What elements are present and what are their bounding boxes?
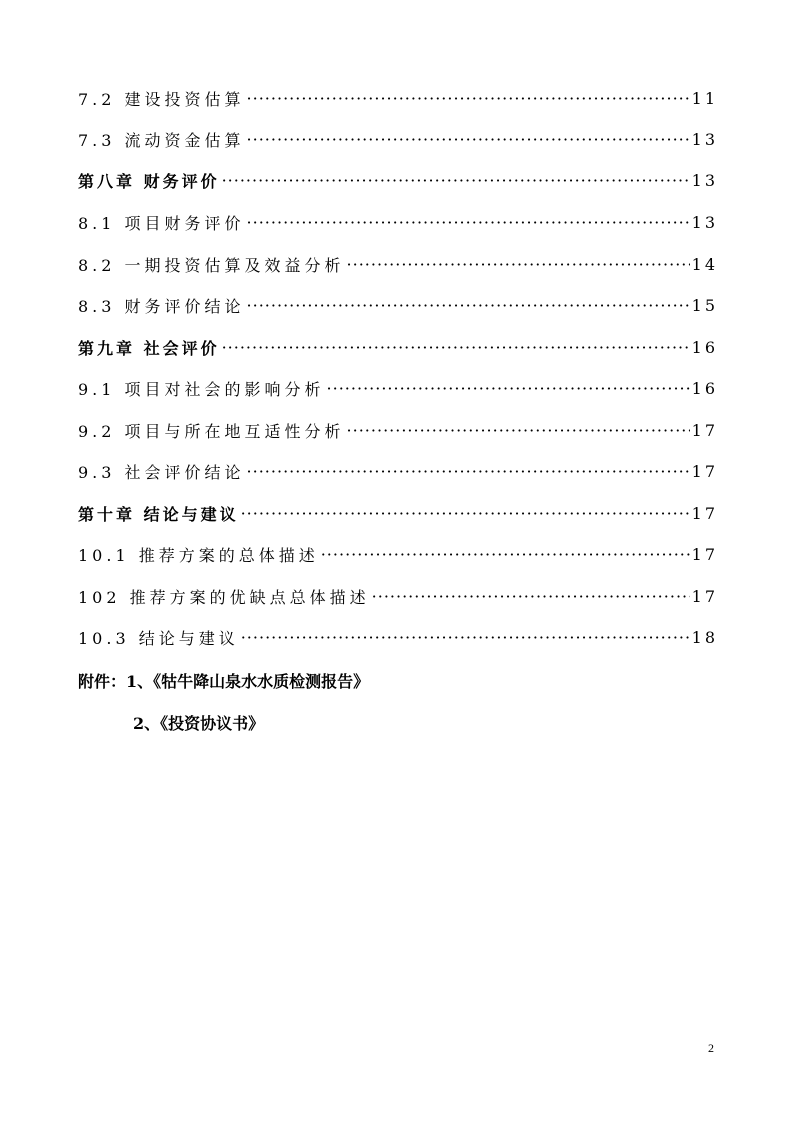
toc-entry-page: 16 — [691, 378, 718, 398]
toc-entry-title: 8.1 项目财务评价 — [78, 213, 245, 233]
page-number: 2 — [708, 1041, 714, 1055]
toc-entry-chapter-10 — [78, 501, 718, 525]
toc-leader-dots — [247, 296, 690, 315]
toc-leader-dots — [327, 379, 690, 398]
toc-entry-10-2 — [78, 584, 718, 608]
toc-entry-page: 18 — [691, 627, 718, 647]
toc-entry-9-2 — [78, 418, 718, 442]
toc-entry-page: 17 — [691, 420, 718, 440]
toc-entry-7-2 — [78, 86, 718, 110]
toc-leader-dots — [372, 587, 690, 606]
toc-entry-chapter-9 — [78, 335, 718, 359]
toc-entry-title: 9.1 项目对社会的影响分析 — [78, 379, 325, 399]
toc-entry-7-3 — [78, 127, 718, 151]
toc-entry-page: 11 — [691, 88, 718, 108]
toc-entry-page: 13 — [691, 170, 718, 190]
toc-entry-8-2 — [78, 252, 718, 276]
toc-entry-title: 9.2 项目与所在地互适性分析 — [78, 421, 345, 441]
toc-leader-dots — [241, 628, 690, 647]
toc-entry-title: 7.2 建设投资估算 — [78, 89, 245, 109]
toc-entry-title: 第十章 结论与建议 — [78, 504, 239, 524]
toc-leader-dots — [247, 462, 690, 481]
toc-entry-page: 13 — [691, 129, 718, 149]
toc-leader-dots — [247, 130, 690, 149]
toc-leader-dots — [222, 171, 690, 190]
toc-entry-8-1 — [78, 210, 718, 234]
toc-entry-8-3 — [78, 293, 718, 317]
appendix-line-1: 附件：1、《牯牛降山泉水水质检测报告》 — [78, 672, 370, 691]
toc-entry-page: 15 — [691, 295, 718, 315]
toc-entry-title: 9.3 社会评价结论 — [78, 462, 245, 482]
toc-leader-dots — [247, 213, 690, 232]
toc-entry-10-1 — [78, 542, 718, 566]
toc-entry-page: 14 — [691, 254, 718, 274]
appendix-line-2: 2、《投资协议书》 — [133, 714, 265, 733]
toc-entry-title: 7.3 流动资金估算 — [78, 130, 245, 150]
toc-entry-page: 16 — [691, 337, 718, 357]
toc-entry-chapter-8 — [78, 168, 718, 192]
toc-entry-9-3 — [78, 459, 718, 483]
toc-entry-title: 10.1 推荐方案的总体描述 — [78, 545, 319, 565]
toc-entry-title: 第九章 社会评价 — [78, 338, 220, 358]
toc-entry-title: 第八章 财务评价 — [78, 171, 220, 191]
toc-entry-title: 102 推荐方案的优缺点总体描述 — [78, 587, 370, 607]
toc-entry-title: 10.3 结论与建议 — [78, 628, 239, 648]
toc-entry-page: 13 — [691, 212, 718, 232]
toc-entry-page: 17 — [691, 503, 718, 523]
toc-leader-dots — [247, 89, 690, 108]
toc-entry-page: 17 — [691, 544, 718, 564]
toc-leader-dots — [241, 504, 690, 523]
toc-leader-dots — [321, 545, 690, 564]
toc-leader-dots — [347, 255, 690, 274]
toc-entry-10-3 — [78, 625, 718, 649]
toc-entry-title: 8.3 财务评价结论 — [78, 296, 245, 316]
toc-entry-9-1 — [78, 376, 718, 400]
toc-entry-page: 17 — [691, 461, 718, 481]
toc-entry-page: 17 — [691, 586, 718, 606]
toc-leader-dots — [347, 421, 690, 440]
toc-leader-dots — [222, 338, 690, 357]
toc-entry-title: 8.2 一期投资估算及效益分析 — [78, 255, 345, 275]
